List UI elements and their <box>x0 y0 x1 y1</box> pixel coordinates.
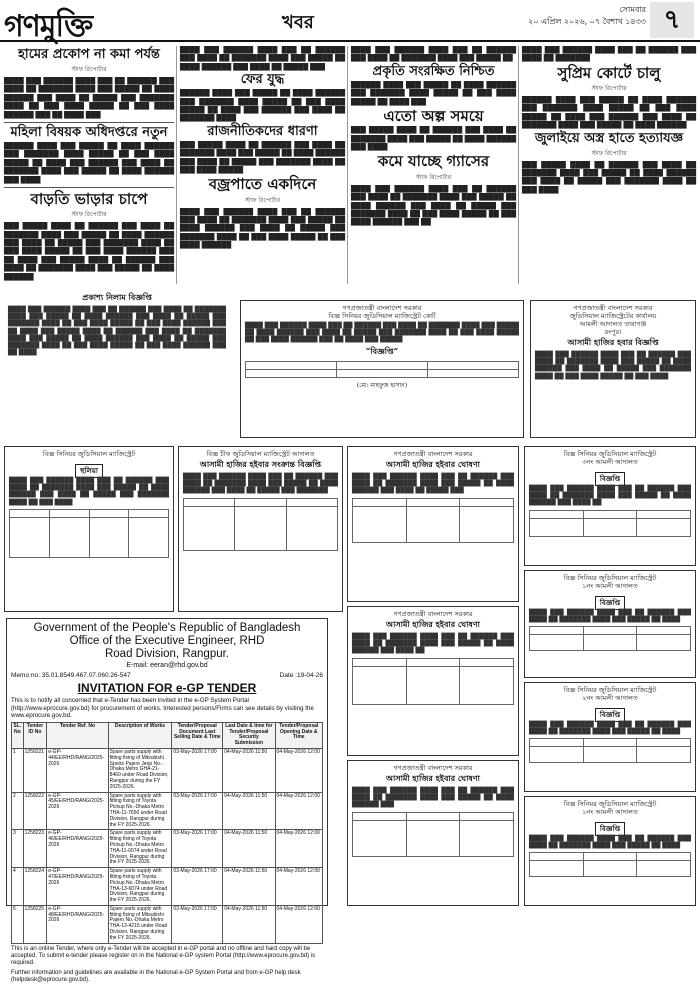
notice-table <box>245 361 519 378</box>
notice-table <box>9 509 169 558</box>
reporter-byline: স্টাফ রিপোর্টার <box>71 211 107 219</box>
table-cell: 03-May-2026 17:00 <box>172 830 223 868</box>
article-body: ███ █████ ████ ██ ██████ ███ ████ ██ ███████ ████ ███ █████ ██ ████ ██████ ███ ████ ██ █████ ███ ███████ ████ ██ ███ ████ █████ ██ ███ ████ ██████ ███ ██ ████ ███ █████ ████ ██ ██████ ███ ████ ██ ███████ ████ ███ █████ ██ ████ ██████ <box>4 222 174 281</box>
news-column-4 <box>522 46 696 284</box>
table-cell: 3 <box>12 830 24 868</box>
newspaper-logo: গণমুক্তি <box>4 9 93 44</box>
tender-table-header <box>12 722 323 748</box>
section-title: খবর <box>282 12 314 33</box>
notice-header: গণপ্রজাতন্ত্রী বাংলাদেশ সরকার <box>393 610 473 618</box>
notice-subheader: বিজ্ঞ সিনিয়র জুডিসিয়াল ম্যাজিস্ট্রেট কোর্ট <box>328 312 436 320</box>
article-body: ██████ ████ ███ █████ ██ ████ ██████ ███ ███████ ████ █████ ██ ███ ████ █████ ██ ████ ███ ██████ ███ ████ ██ ███████ ████ ███ █████ ██ ████ ██████ <box>522 96 696 130</box>
notice-body: ████ ███ ██████ ████ ███ ██ ██████ ███ ████ ██ ███████ ████ ███ █████ ██ ████ ██████ ███ ████ ██ █████ ███ ███████ ████ ██ ███ ████ █████ ██ ███ ████ ██████ ███ ██ ████ ███ █████ <box>245 323 519 344</box>
table-cell: Spare parts supply with fitting fixing of Mitsubishi Pajero No.-Dhaka Metro THA-13-4215 under Road Division, Rangpur during the FY 2025-2026. <box>108 905 172 943</box>
table-cell: 1258221 <box>23 748 47 792</box>
auction-notice <box>4 288 230 438</box>
notice-subheader: ১নং আমলী আদালত <box>582 582 638 590</box>
headline: রাজনীতিকদের ধারণা <box>207 123 318 139</box>
tender-column-header: Description of Works <box>108 722 172 748</box>
article-body: ████ ███ ██████ ████ ███ ██ ██████ ███ ████ ██ ███████ <box>522 46 696 63</box>
headline: কমে যাচ্ছে গ্যাসের <box>377 152 490 171</box>
article-body: ████ ███ ██████ ████ ███ ██ ██████ ███ ████ ██ ███████ ████ ███ █████ ██ ████ ██████ ███ ████ ██ █████ ███ ███████ ████ ██ ███ ████ █████ ██ ███ ████ ██████ ███ ██ <box>351 184 516 227</box>
column-divider <box>347 46 348 284</box>
table-cell: 04-May-2026 12:00 <box>275 830 322 868</box>
notice-table <box>529 852 691 877</box>
notice-body: ████ ███ ██████ ████ ███ ██ ██████ ███ ████ ██ ███████ ████ ███ █████ ██ ████ ██████ ███ ████ ██ <box>529 486 691 507</box>
notice-title: আসামী হাজির হইবার ঘোষণা <box>385 773 480 783</box>
notice-body: ████ ███ ██████ ████ ███ ██ ██████ ███ ████ ██ ███████ ████ ███ █████ ██ ████ ██████ ███ ████ ██ <box>352 634 514 655</box>
notice-header: গণপ্রজাতন্ত্রী বাংলাদেশ সরকার <box>573 304 653 312</box>
tender-column-header: Tender ID No <box>23 722 47 748</box>
notice-title: হুলিয়া <box>75 464 103 478</box>
headline: হামের প্রকোপ না কমা পর্যন্ত <box>18 47 160 62</box>
page-number: ৭ <box>650 2 694 38</box>
notice-title: বিজ্ঞপ্তি <box>595 708 625 722</box>
table-cell: Spare parts supply with fitting fixing of Mitsubishi Sports Pajero Jeep No.-Dhaka Metro GHA-21-8460 under Road Division, Rangpur during the FY 2025-2026. <box>108 748 172 792</box>
notice-table <box>352 498 514 543</box>
court-notice-mid-b <box>178 446 343 612</box>
notice-subheader: ৩নং আমলী আদালত <box>582 458 638 466</box>
notice-table <box>352 812 514 857</box>
notice-subheader: ১নং আমলী আদালত <box>582 808 638 816</box>
notice-header: বিজ্ঞ সিনিয়র জুডিসিয়াল ম্যাজিস্ট্রেট <box>563 450 657 458</box>
article-body: ████ ███ ██████ ████ ███ ██ ██████ ███ ████ ██ ███████ ████ ███ █████ ██ ████ ██████ ███ ████ ██ █████ ███ <box>180 46 345 71</box>
notice-body: ████ ███ ██████ ████ ███ ██ ██████ ███ ████ ██ ███████ ████ ███ █████ ██ ████ ██████ ███ ████ ██ █████ ███ ███████ <box>183 474 338 495</box>
notice-body: ████ ███ ██████ ████ ███ ██ ██████ ███ ████ ██ ███████ ████ ███ █████ ██ ████ ██████ ███ ████ ██ █████ ███ ███████ ████ ██ ███ ████ <box>9 478 169 506</box>
notice-body: ████ ███ ██████ ████ ███ ██ ██████ ███ ████ ██ ███████ ████ ███ █████ ██ ████ <box>529 610 691 624</box>
reporter-byline: স্টাফ রিপোর্টার <box>71 65 107 73</box>
header-date <box>528 4 646 28</box>
column-divider <box>518 46 519 284</box>
table-cell: e-GP-47/EE/RHD/RANG/2025-2026 <box>47 868 108 906</box>
article-body: ██████ ████ ███ █████ ██ ████ ██████ ███ ███████ ████ █████ ██ ███ ████ █████ ██ ████ ███ ██████ ███ ████ ██ ███████ ████ ███ █████ ██ ████ ██████ ███ ████ <box>4 141 174 184</box>
header-day: সোমবার <box>619 5 646 14</box>
notice-header: বিজ্ঞ সিনিয়র জুডিসিয়াল ম্যাজিস্ট্রেট <box>42 450 136 458</box>
article-body: ████ ███ ██████ ████ ███ ██ ██████ ███ ████ ██ ███████ ████ ███ █████ ██ <box>351 46 516 63</box>
notice-body: ████ ███ ██████ ████ ███ ██ ██████ ███ ████ ██ ███████ ████ ███ █████ ██ ████ ██████ ███ ████ ██ █████ ███ ███████ ████ ██ ███ ████ █████ ██ ███ ████ <box>535 352 691 380</box>
notice-body: ████ ███ ██████ ████ ███ ██ ██████ ███ ████ ██ ███████ ████ ███ █████ ██ ████ ██████ ███ ████ ██ █████ ███ ███████ ████ ██ ███ ████ █████ ██ ███ ████ ██████ ███ ██ ████ ███ █████ ████ ██ ██████ ███ ████ ██ ███████ ████ ███ █████ ██ ████ ██████ ███ ████ ██ █████ ███ ███████ ████ ██ ███ ████ █████ ██ ███ ████ ██████ ███ ██ ████ <box>8 307 226 357</box>
notice-title: আসামী হাজির হবার বিজ্ঞপ্তি <box>567 337 659 347</box>
tender-date: Date :19-04-26 <box>279 672 323 679</box>
tender-gov-line-3: Road Division, Rangpur. <box>104 648 229 660</box>
table-cell: 04-May-2026 12:00 <box>275 792 322 830</box>
table-cell: 1 <box>12 748 24 792</box>
header-full-date: ২০ এপ্রিল ২০২৬, ০৭ বৈশাখ ১৪৩৩ <box>528 17 646 26</box>
article-body: ████ ███ ██████ ████ ███ ██ ██████ ███ ████ ██ ███████ ████ ███ █████ ██ ████ ██████ ███ ████ ██ █████ ███ ███████ ████ ██ ███ ████ █████ ██ ███ ████ ██████ <box>180 207 345 250</box>
table-cell: 4 <box>12 868 24 906</box>
table-cell: 1258222 <box>23 792 47 830</box>
notice-body: ████ ███ ██████ ████ ███ ██ ██████ ███ ████ ██ ███████ ████ ███ █████ ██ ████ ██████ ███ <box>352 788 514 809</box>
notice-body: ████ ███ ██████ ████ ███ ██ ██████ ███ ████ ██ ███████ ████ ███ █████ ██ ████ <box>529 836 691 850</box>
notice-table <box>183 498 338 551</box>
table-cell: e-GP-48/EE/RHD/RANG/2025-2026 <box>47 905 108 943</box>
notice-table <box>529 626 691 651</box>
court-notice-top <box>240 300 524 438</box>
notice-header: বিজ্ঞ চীফ জুডিসিয়াল ম্যাজিস্ট্রেট আদালত <box>206 450 315 458</box>
table-cell: 03-May-2026 17:00 <box>172 905 223 943</box>
notice-title: আসামী হাজির হইবার সংক্রান্ত বিজ্ঞপ্তি <box>199 459 322 469</box>
court-notice-r2 <box>524 570 696 678</box>
table-row <box>12 830 323 868</box>
notice-body: ████ ███ ██████ ████ ███ ██ ██████ ███ ████ ██ ███████ ████ ███ █████ ██ ████ ██████ ███ ████ ██ █████ ███ <box>352 474 514 495</box>
notice-title: আসামী হাজির হইবার ঘোষণা <box>385 619 480 629</box>
tender-title: INVITATION FOR e-GP TENDER <box>77 681 257 695</box>
table-row <box>12 868 323 906</box>
tender-memo-no: Memo no: 35.01.8549.467.07.060.26-547 <box>11 672 131 679</box>
notice-signatory: (মো: মাহফুজ হাসান) <box>356 381 408 389</box>
notice-subheader: রংপুর। <box>604 328 622 336</box>
news-column-1 <box>4 46 174 284</box>
table-cell: 04-May-2026 12:00 <box>275 905 322 943</box>
notice-header: বিজ্ঞ সিনিয়র জুডিসিয়াল ম্যাজিস্ট্রেট <box>563 800 657 808</box>
table-cell: 5 <box>12 905 24 943</box>
tender-gov-line-2: Office of the Executive Engineer, RHD <box>69 635 265 647</box>
court-notice-r1 <box>524 446 696 566</box>
tender-column-header: SL. No <box>12 722 24 748</box>
table-cell: 2 <box>12 792 24 830</box>
notice-subheader: ২নং আমলী আদালত <box>582 694 638 702</box>
table-cell: 03-May-2026 17:00 <box>172 868 223 906</box>
column-divider <box>176 46 177 284</box>
court-notice-r3 <box>524 682 696 792</box>
notice-table <box>352 658 514 705</box>
headline: বাড়তি ভাড়ার চাপে <box>30 189 148 208</box>
table-cell: 04-May-2026 11:50 <box>223 830 275 868</box>
court-notice-r4 <box>524 796 696 906</box>
headline: এতো অল্প সময়ে <box>383 106 484 125</box>
headline: ফের যুদ্ধ <box>240 72 285 88</box>
table-row <box>12 905 323 943</box>
court-notice-mid-d <box>347 606 519 756</box>
table-cell: e-GP-46/EE/RHD/RANG/2025-2026 <box>47 830 108 868</box>
notice-header: বিজ্ঞ সিনিয়র জুডিসিয়াল ম্যাজিস্ট্রেট <box>563 686 657 694</box>
tender-memo-row <box>11 672 323 679</box>
notice-title: বিজ্ঞপ্তি <box>595 596 625 610</box>
table-cell: 1258223 <box>23 830 47 868</box>
table-cell: 1258225 <box>23 905 47 943</box>
table-row <box>12 748 323 792</box>
table-cell: Spare parts supply with fitting fixing of Toyota Pickup No.-Dhaka Metro THA-11-0074 under Road Division, Rangpur during the FY 2025-2026. <box>108 830 172 868</box>
tender-email: E-mail: eeran@rhd.gov.bd <box>126 662 208 669</box>
headline: বজ্রপাতে একদিনে <box>208 175 317 194</box>
article-body: ████ ███ ██████ ████ ███ ██ ██████ ███ ████ ██ ███████ ████ ███ █████ ██ ████ ██████ ███ ████ ██ █████ ███ ███████ ████ ██ ███ ████ █████ ██ ███ ████ ██████ ███ ██ ████ ███ <box>4 76 174 119</box>
headline: প্রকৃতি সংরক্ষিত নিশ্চিত <box>372 63 495 79</box>
notice-body: ████ ███ ██████ ████ ███ ██ ██████ ███ ████ ██ ███████ ████ ███ █████ ██ ████ <box>529 722 691 736</box>
tender-intro: This is to notify all concerned that e-Tender has been invited in the e-GP System Portal (http://www.eprocure.gov.bd) for procurement of works. Interested persons/Firms can see details by visiting the www.eprocure.gov.bd. <box>11 697 314 720</box>
notice-title: “বিজ্ঞপ্তি” <box>365 345 399 356</box>
tender-column-header: Last Date & time for Tender/Proposal Security Submission <box>223 722 275 748</box>
headline: জুলাইয়ে অস্ত্র হাতে হত্যাযজ্ঞ <box>534 130 684 146</box>
headline: সুপ্রিম কোর্টে চালু <box>557 63 661 82</box>
notice-title: আসামী হাজির হইবার ঘোষণা <box>385 459 480 469</box>
tender-gov-line-1: Government of the People's Republic of Bangladesh <box>33 622 301 634</box>
tender-table <box>11 722 323 944</box>
tender-table-body <box>12 748 323 943</box>
reporter-byline: স্টাফ রিপোর্টার <box>591 85 627 93</box>
table-cell: 04-May-2026 11:50 <box>223 905 275 943</box>
tender-column-header: Tender/Proposal Opening Date & Time <box>275 722 322 748</box>
headline: মহিলা বিষয়ক অধিদপ্তরে নতুন <box>10 124 168 140</box>
table-cell: 04-May-2026 12:00 <box>275 868 322 906</box>
egp-tender-notice <box>6 618 328 984</box>
table-cell: e-GP-45/EE/RHD/RANG/2025-2026 <box>47 792 108 830</box>
court-notice-mid-c <box>347 446 519 602</box>
article-body: ███ █████ ████ ██ ██████ ███ ████ ██ ███████ ████ ███ █████ ██ ████ ██████ ███ ████ ██ █████ ███ ███████ ████ ██ ███ ████ <box>522 160 696 194</box>
masthead <box>0 0 700 42</box>
article-body: ███ █████ ████ ██ ██████ ███ ████ ██ ███████ ████ ███ █████ ██ ████ ██████ ███ ████ <box>351 126 516 152</box>
table-cell: 03-May-2026 17:00 <box>172 748 223 792</box>
notice-header: গণপ্রজাতন্ত্রী বাংলাদেশ সরকার <box>342 304 422 312</box>
court-notice-mid-e <box>347 760 519 906</box>
table-cell: 04-May-2026 11:50 <box>223 792 275 830</box>
tender-column-header: Tender/Proposal Document Last Selling Date & Time <box>172 722 223 748</box>
news-column-3 <box>351 46 516 284</box>
table-cell: e-GP-44/EE/RHD/RANG/2025-2026 <box>47 748 108 792</box>
table-cell: 04-May-2026 12:00 <box>275 748 322 792</box>
court-notice-mid-a <box>4 446 174 612</box>
tender-footnote-1: This is an online Tender, where only e-Tender will be accepted in e-GP portal and no offline and hard copy will be accepted. To submit e-tender please register on in the National e-GP system Portal (http://www.eprocure.gov.bd) is required. <box>11 945 316 967</box>
table-cell: 04-May-2026 11:50 <box>223 868 275 906</box>
reporter-byline: স্টাফ রিপোর্টার <box>591 149 627 157</box>
reporter-byline: স্টাফ রিপোর্টার <box>244 196 281 204</box>
notice-subheader: জুডিসিয়াল ম্যাজিস্ট্রেটের কার্যালয় <box>569 312 657 320</box>
table-cell: Spare parts supply with fitting fixing of Toyota Pickup No.-Dhaka Metro THA-11-7650 under Road Division, Rangpur during the FY 2025-2026. <box>108 792 172 830</box>
table-cell: Spare parts supply with fitting fixing of Toyota Pickup No.-Dhaka Metro THA-13-6074 under Road Division, Rangpur during the FY 2025-2026. <box>108 868 172 906</box>
notice-title: বিজ্ঞপ্তি <box>595 472 625 486</box>
article-body: ███ █████ ████ ██ ██████ ███ ████ ██ ███████ ████ ███ █████ ██ ████ ██████ ███ ████ ██ █████ ███ ███████ ████ ██ ███ ████ █████ <box>180 140 345 174</box>
notice-title: বিজ্ঞপ্তি <box>595 822 625 836</box>
table-cell: 04-May-2026 11:50 <box>223 748 275 792</box>
tender-footnote-2: Further information and guidelines are available in the National e-GP System Portal and from e-GP help desk (helpdesk@eprocure.gov.bd). <box>11 969 301 984</box>
article-body: ██████ ████ ███ █████ ██ ████ ██████ ███ ███████ ████ █████ ██ ███ ████ █████ ██ ████ ███ ██████ ███ ████ ██ ███████ ████ <box>180 89 345 123</box>
notice-table <box>529 510 691 537</box>
notice-table <box>529 738 691 763</box>
article-body: ██████ ████ ███ █████ ██ ████ ██████ ███ ███████ ████ █████ ██ ███ ████ █████ ██ ████ ███ <box>351 80 516 106</box>
news-column-2 <box>180 46 345 284</box>
notice-header: গণপ্রজাতন্ত্রী বাংলাদেশ সরকার <box>393 450 473 458</box>
notice-header: গণপ্রজাতন্ত্রী বাংলাদেশ সরকার <box>393 764 473 772</box>
table-cell: 1258224 <box>23 868 47 906</box>
court-notice-right-top <box>530 300 696 438</box>
tender-column-header: Tender Ref. No <box>47 722 108 748</box>
table-row <box>12 792 323 830</box>
reporter-byline: স্টাফ রিপোর্টার <box>415 173 452 181</box>
notice-subheader: আমলী আদালত তারাগঞ্জ <box>579 320 647 328</box>
auction-title: প্রকাশ্য নিলাম বিজ্ঞপ্তি <box>82 292 152 302</box>
table-cell: 03-May-2026 17:00 <box>172 792 223 830</box>
notice-header: বিজ্ঞ সিনিয়র জুডিসিয়াল ম্যাজিস্ট্রেট <box>563 574 657 582</box>
